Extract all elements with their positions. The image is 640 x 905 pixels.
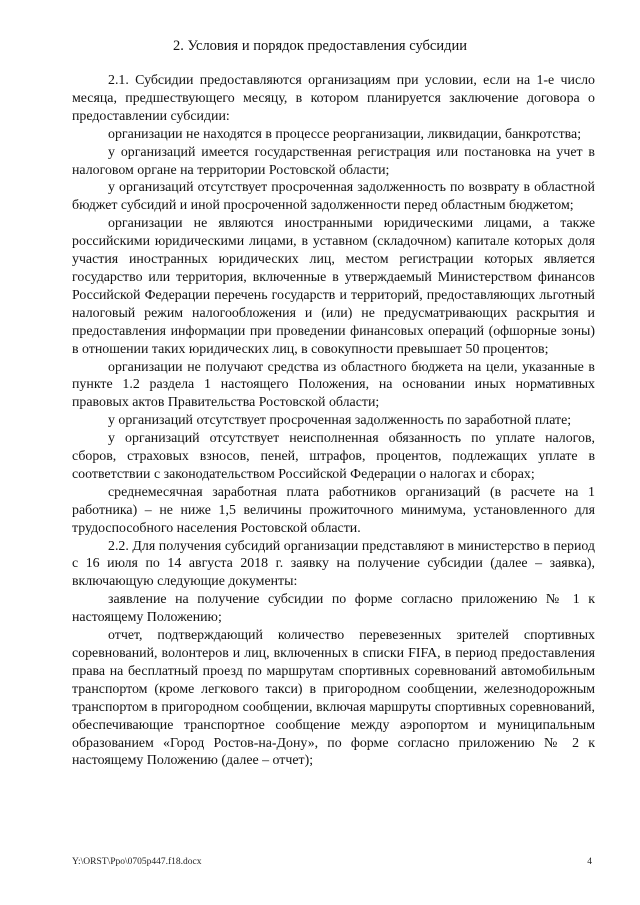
paragraph: у организаций отсутствует просроченная задолженность по заработной плате; bbox=[108, 413, 572, 429]
paragraph: у организаций имеется государственная регистрация или постановка на учет в налоговом органе на территории Ростовской области; bbox=[72, 144, 595, 178]
paragraph: 2.1. Субсидии предоставляются организациям при условии, если на 1-е число месяца, предшествующего месяцу, в котором планируется заключение договора о предоставлении субсидии: bbox=[72, 73, 595, 124]
paragraph: организации не получают средства из областного бюджета на цели, указанные в пункте 1.2 раздела 1 настоящего Положения, на основании иных нормативных правовых актов Правительства Ростовской области; bbox=[72, 359, 595, 411]
section-title: 2. Условия и порядок предоставления субсидии bbox=[172, 38, 467, 54]
paragraph: 2.2. Для получения субсидий организации представляют в министерство в период с 16 июля по 14 августа 2018 г. заявку на получение субсидии (далее – заявка), включающую следующие документы: bbox=[72, 538, 595, 590]
paragraph: организации не являются иностранными юридическими лицами, а также российскими юридическими лицами, в уставном (складочном) капитале которых доля участия иностранных юридических лиц, местом регистрации которых является государство или территория, включенные в утверждаемый Министерством финансов Российской Федерации перечень государств и территорий, предоставляющих льготный налоговый режим налогообложения и (или) не предусматривающих раскрытия и предоставления информации при проведении финансовых операций (офшорные зоны) в отношении таких юридических лиц, в совокупности превышает 50 процентов; bbox=[72, 216, 595, 357]
document-body bbox=[72, 72, 595, 770]
paragraph: у организаций отсутствует просроченная задолженность по возврату в областной бюджет субсидий и иной просроченной задолженности перед областным бюджетом; bbox=[72, 180, 595, 214]
paragraph: среднемесячная заработная плата работников организаций (в расчете на 1 работника) – не ниже 1,5 величины прожиточного минимума, установленного для трудоспособного населения Ростовской области. bbox=[72, 484, 595, 536]
page-number: 4 bbox=[587, 857, 592, 867]
paragraph: у организаций отсутствует неисполненная обязанность по уплате налогов, сборов, страховых взносов, пеней, штрафов, процентов, подлежащих уплате в соответствии с законодательством Российской Федерации о налогах и сборах; bbox=[72, 431, 595, 482]
paragraph: организации не находятся в процессе реорганизации, ликвидации, банкротства; bbox=[108, 126, 582, 142]
footer-file-path: Y:\ORST\Ppo\0705p447.f18.docx bbox=[72, 857, 202, 867]
paragraph: заявление на получение субсидии по форме согласно приложению № 1 к настоящему Положению; bbox=[72, 592, 595, 626]
paragraph: отчет, подтверждающий количество перевезенных зрителей спортивных соревнований, волонтеров и лиц, включенных в списки FIFA, в период предоставления права на бесплатный проезд по маршрутам спортивных соревнований автомобильным транспортом (кроме легкового такси) в пригородном сообщении, железнодорожным транспортом в пригородном сообщении, включая маршруты спортивных соревнований, обеспечивающие транспортное сообщение между аэропортом и муниципальным образованием «Город Ростов-на-Дону», по форме согласно приложению № 2 к настоящему Положению (далее – отчет); bbox=[72, 628, 595, 769]
